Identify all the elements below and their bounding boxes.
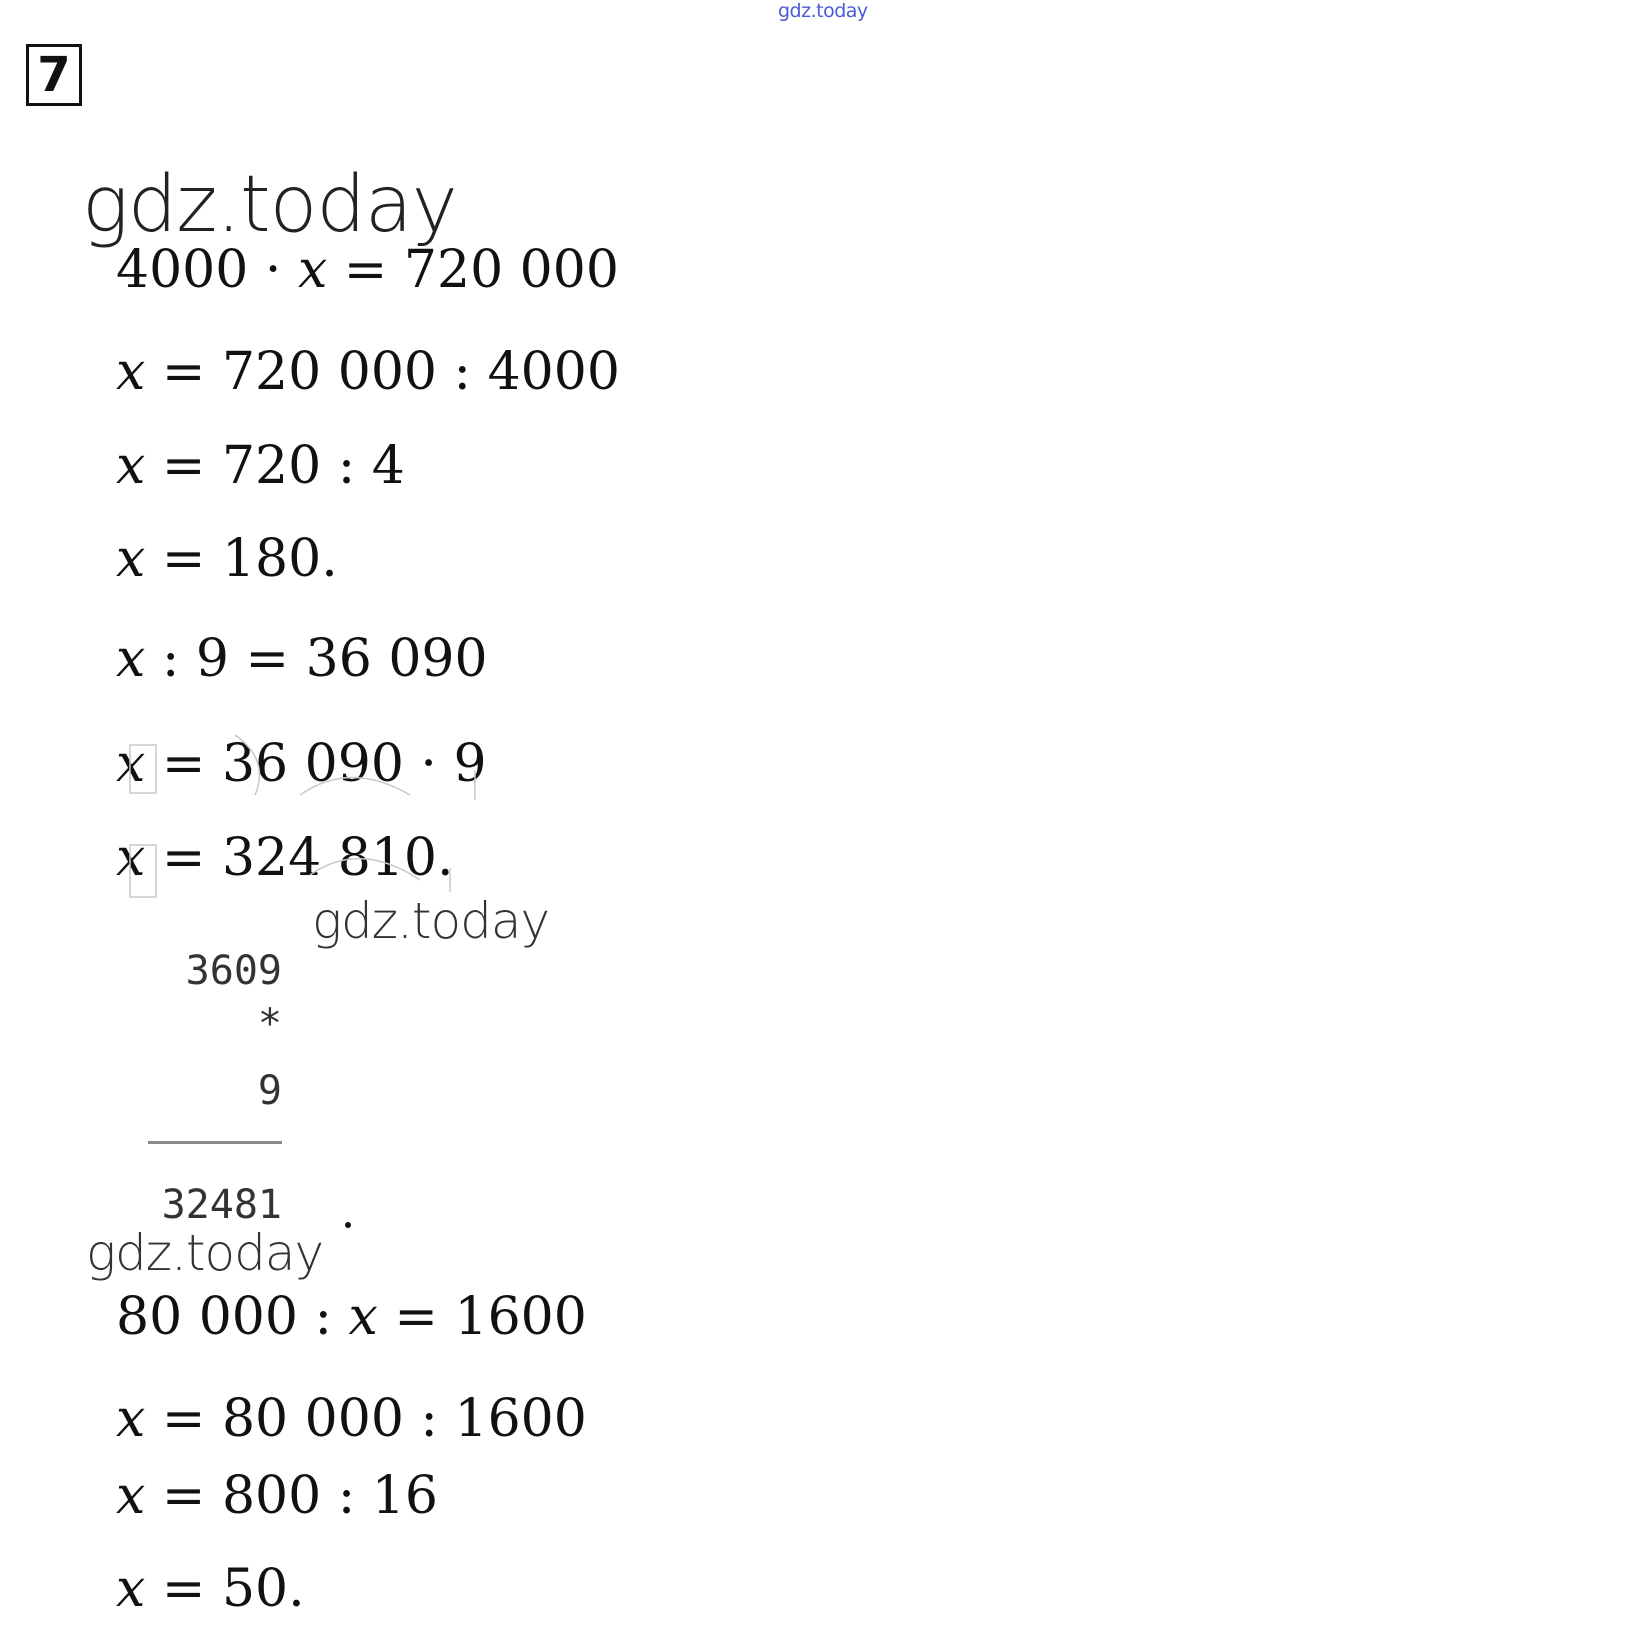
task-number-box: 7 [26, 44, 82, 106]
variable-x: x [116, 828, 146, 888]
equation-right: : 9 = 36 090 [145, 629, 488, 689]
watermark-lower: gdz.today [86, 1224, 324, 1282]
multiplication-rule-line [148, 1141, 282, 1144]
variable-x: x [116, 734, 146, 794]
equation-right: = 720 000 [327, 240, 619, 300]
equation-line [116, 342, 620, 402]
equation-line [116, 734, 487, 794]
variable-x: x [116, 436, 146, 496]
variable-x: x [116, 342, 146, 402]
equation-right: = 324 810. [145, 828, 454, 888]
equation-right: = 180. [145, 529, 338, 589]
equation-line [116, 828, 454, 888]
equation-line [116, 240, 619, 300]
watermark-large: gdz.today [82, 160, 457, 250]
multiplier: 9 [257, 1068, 282, 1114]
equation-line [116, 629, 488, 689]
equation-line [116, 1466, 438, 1526]
product: 32481 [161, 1182, 282, 1228]
variable-x: x [116, 1389, 146, 1449]
equation-right: = 80 000 : 1600 [145, 1389, 587, 1449]
watermark-top: gdz.today [778, 0, 868, 22]
equation-line [116, 1559, 305, 1619]
variable-x: x [116, 1466, 146, 1526]
equation-line [116, 1287, 587, 1347]
equation-right: = 1600 [377, 1287, 587, 1347]
multiplication-operator: * [257, 1001, 282, 1047]
equation-right: = 50. [145, 1559, 305, 1619]
equation-right: = 800 : 16 [145, 1466, 438, 1526]
variable-x: x [116, 1559, 146, 1619]
variable-x: x [297, 240, 328, 300]
variable-x: x [348, 1287, 378, 1347]
multiplicand: 3609 [185, 948, 282, 994]
dot-mark [345, 1222, 351, 1228]
equation-left: 80 000 : [116, 1287, 349, 1347]
variable-x: x [116, 529, 146, 589]
equation-right: = 720 000 : 4000 [145, 342, 620, 402]
equation-left: 4000 · [116, 240, 298, 300]
variable-x: x [116, 629, 146, 689]
equation-right: = 720 : 4 [145, 436, 405, 496]
equation-line [116, 436, 405, 496]
equation-line [116, 529, 338, 589]
equation-right: = 36 090 · 9 [145, 734, 487, 794]
equation-line [116, 1389, 587, 1449]
watermark-middle: gdz.today [312, 892, 550, 950]
